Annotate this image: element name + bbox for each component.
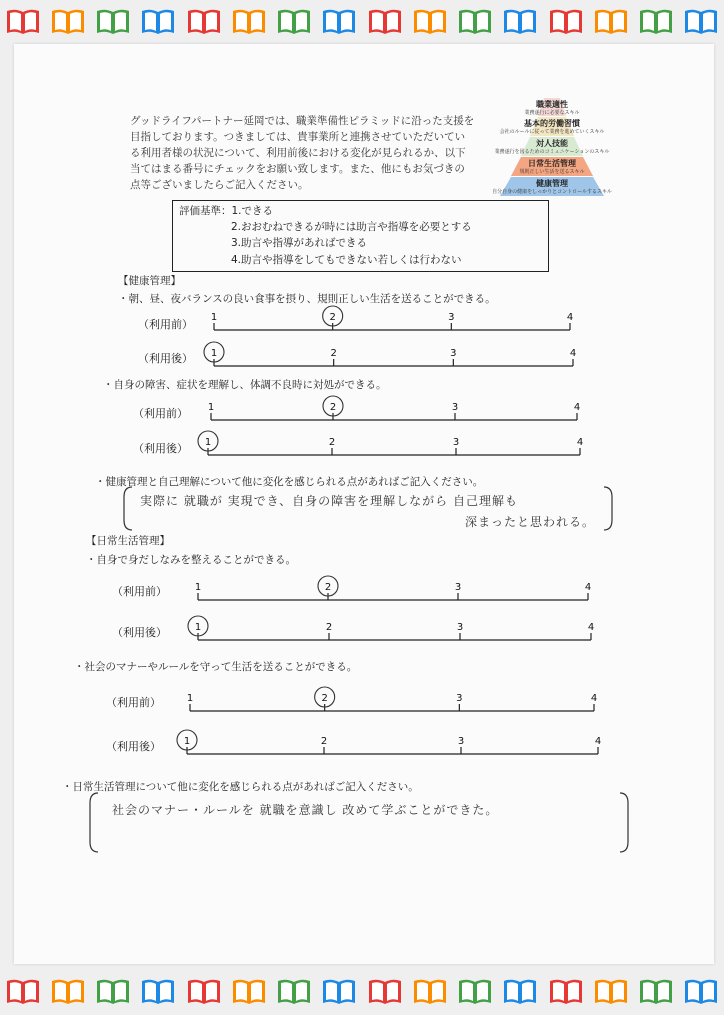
open-book-icon <box>502 7 538 37</box>
open-book-icon <box>186 7 222 37</box>
readiness-pyramid <box>482 98 622 198</box>
open-book-icon <box>457 977 493 1007</box>
open-book-icon <box>5 7 41 37</box>
open-book-icon <box>683 7 719 37</box>
pyramid-level-2: 基本的労働習慣 <box>524 119 580 128</box>
pyramid-level-3-sub: 業務遂行を図るためのコミュニケーションのスキル <box>494 149 610 155</box>
pyramid-level-1-sub: 業務遂行に必要なスキル <box>524 110 580 116</box>
open-book-icon <box>50 7 86 37</box>
label-after: （利用後） <box>106 740 161 753</box>
open-book-icon <box>548 977 584 1007</box>
open-book-icon <box>683 977 719 1007</box>
question-symptoms: ・自身の障害、症状を理解し、体調不良時に対処ができる。 <box>103 379 387 391</box>
scale-number-1: 1 <box>183 736 191 747</box>
question-meals: ・朝、昼、夜バランスの良い食事を摂り、規則正しい生活を送ることができる。 <box>118 293 496 305</box>
section-heading-health: 【健康管理】 <box>118 275 181 287</box>
scale-number-2: 2 <box>321 693 328 704</box>
open-book-icon <box>548 7 584 37</box>
scale-number-1: 1 <box>194 582 202 593</box>
criteria-item-2: 2.おおむねできるが時には助言や指導を必要とする <box>231 221 472 233</box>
scale-number-4: 4 <box>594 736 602 747</box>
open-book-icon <box>321 977 357 1007</box>
open-book-icon <box>95 7 131 37</box>
scale-number-1: 1 <box>210 312 218 323</box>
scale-number-1: 1 <box>210 348 218 359</box>
open-book-icon <box>412 977 448 1007</box>
open-book-icon <box>95 977 131 1007</box>
criteria-title: 評価基準：1.できる <box>179 205 274 217</box>
scale-number-1: 1 <box>207 402 215 413</box>
scale-number-3: 3 <box>450 348 457 359</box>
scale-number-2: 2 <box>324 582 332 593</box>
criteria-item-3: 3.助言や指導があればできる <box>231 237 368 249</box>
open-book-icon <box>638 977 674 1007</box>
open-book-icon <box>638 7 674 37</box>
label-after: （利用後） <box>133 442 188 455</box>
label-before: （利用前） <box>138 318 193 331</box>
open-book-icon <box>140 7 176 37</box>
open-book-icon <box>412 7 448 37</box>
pyramid-level-4-sub: 規則正しい生活を送るスキル <box>519 169 585 175</box>
comment-health-line-1: 実際に 就職が 実現でき、自身の障害を理解しながら 自己理解も <box>140 494 518 508</box>
open-book-icon <box>457 7 493 37</box>
comment-health-line-2: 深まったと思われる。 <box>465 515 596 529</box>
open-book-icon <box>367 977 403 1007</box>
pyramid-level-5: 健康管理 <box>536 179 568 188</box>
scale-number-2: 2 <box>329 312 336 323</box>
question-grooming: ・自身で身だしなみを整えることができる。 <box>86 554 296 566</box>
scale-number-1: 1 <box>186 693 194 704</box>
pyramid-level-1: 職業適性 <box>536 100 568 109</box>
scale-number-4: 4 <box>569 348 577 359</box>
scale-number-3: 3 <box>456 622 464 633</box>
open-book-icon <box>276 7 312 37</box>
open-book-icon <box>231 7 267 37</box>
open-book-icon <box>186 977 222 1007</box>
scale-number-3: 3 <box>452 437 460 448</box>
open-book-icon <box>502 977 538 1007</box>
evaluation-criteria-box <box>172 200 549 272</box>
pyramid-level-2-sub: 会社のルールに従って業務を進めていくスキル <box>499 129 605 135</box>
scale-number-3: 3 <box>457 736 465 747</box>
scale-number-3: 3 <box>454 582 462 593</box>
scale-number-4: 4 <box>566 312 574 323</box>
open-book-icon <box>231 977 267 1007</box>
scale-number-2: 2 <box>325 622 333 633</box>
comment-prompt-daily-life: ・日常生活管理について他に変化を感じられる点があればご記入ください。 <box>62 781 419 793</box>
question-manners: ・社会のマナーやルールを守って生活を送ることができる。 <box>74 661 358 673</box>
label-after: （利用後） <box>112 626 167 639</box>
scale-number-4: 4 <box>590 693 598 704</box>
label-before: （利用前） <box>112 585 167 598</box>
label-after: （利用後） <box>138 352 193 365</box>
scale-number-4: 4 <box>584 582 592 593</box>
section-heading-daily-life: 【日常生活管理】 <box>86 535 170 547</box>
top-book-border <box>0 2 724 42</box>
label-before: （利用前） <box>106 696 161 709</box>
scale-number-2: 2 <box>330 348 337 359</box>
open-book-icon <box>140 977 176 1007</box>
scale-number-3: 3 <box>456 693 463 704</box>
scale-number-2: 2 <box>328 437 336 448</box>
comment-daily-life-line-1: 社会のマナー・ルールを 就職を意識し 改めて学ぶことができた。 <box>112 803 499 817</box>
scale-number-4: 4 <box>573 402 581 413</box>
bottom-book-border <box>0 972 724 1012</box>
comment-prompt-health: ・健康管理と自己理解について他に変化を感じられる点があればご記入ください。 <box>95 476 484 488</box>
scale-number-1: 1 <box>204 437 212 448</box>
open-book-icon <box>50 977 86 1007</box>
scale-number-3: 3 <box>451 402 459 413</box>
scale-number-1: 1 <box>194 622 202 633</box>
scale-number-4: 4 <box>576 437 584 448</box>
open-book-icon <box>593 977 629 1007</box>
criteria-item-4: 4.助言や指導をしてもできない若しくは行わない <box>231 254 462 266</box>
label-before: （利用前） <box>133 407 188 420</box>
pyramid-level-4: 日常生活管理 <box>528 159 576 168</box>
scale-number-3: 3 <box>448 312 455 323</box>
pyramid-level-3: 対人技能 <box>536 139 568 148</box>
open-book-icon <box>321 7 357 37</box>
intro-text: グッドライフパートナー延岡では、職業準備性ピラミッドに沿った支援を目指しております。つきましては、貴事業所と連携させていただいている利用者様の状況について、利用前後における変化が見られるか、以下当てはまる番号にチェックをお願い致します。また、他にもお気づきの点等ございましたらご記入ください。 <box>130 115 475 191</box>
open-book-icon <box>276 977 312 1007</box>
open-book-icon <box>593 7 629 37</box>
open-book-icon <box>367 7 403 37</box>
scale-number-4: 4 <box>587 622 595 633</box>
open-book-icon <box>5 977 41 1007</box>
scale-number-2: 2 <box>320 736 328 747</box>
scale-number-2: 2 <box>329 402 337 413</box>
pyramid-level-5-sub: 自分自身の健康をしっかりとコントロールするスキル <box>492 189 612 195</box>
